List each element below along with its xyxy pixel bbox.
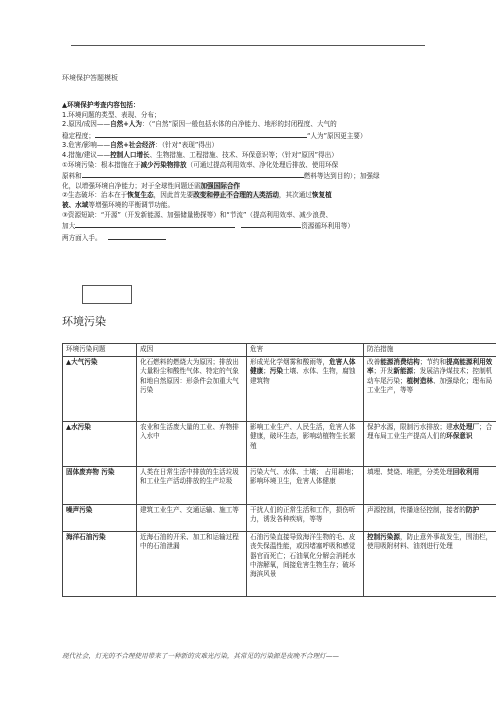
intro-line: 3.危害/影响——自然+社会经济：（针对“表现”得出）: [62, 141, 219, 150]
row-cause: 人类在日常生活中排放的生活垃圾和工业生产活动排放的生产垃圾: [137, 467, 247, 505]
intro-line: 4.措施/建议——控制人口增长、生物措施、工程措施、技术、环保意识等；（针对“原因”得出）: [62, 150, 338, 159]
row-problem: ▲大气污染: [63, 357, 137, 422]
row-harm: 污染大气、水体、土壤； 占用耕地； 影响环境卫生，危害人体健康: [247, 467, 364, 505]
empty-box: [82, 285, 132, 304]
table-row: [63, 532, 496, 597]
row-cause: 建筑工业生产、交通运输、施工等: [137, 505, 247, 532]
row-problem: 海洋石油污染: [63, 532, 137, 597]
intro-line: 被、水域等增强环境的平衡调节功能。: [62, 200, 175, 209]
row-harm: 影响工业生产、人民生活，危害人体健康，破坏生态，影响动植物生长繁殖: [247, 422, 364, 467]
row-measure: 控制污染源，防止意外事故发生，围油栏，使用吸附材料、油剂进行处理: [364, 532, 496, 597]
fill-blank: [108, 232, 166, 240]
row-harm: 形成光化学烟雾和酸雨等，危害人体健康；污染土壤、水体、生物，腐蚀建筑物: [247, 357, 364, 422]
intro-line: ①环境污染：根本措施在于减少污染物排放（可通过提高利用效率、净化处理后排放、使用环保: [62, 160, 339, 169]
section-title: 环境污染: [62, 315, 106, 328]
intro-line: 原料和 燃料等达到目的）；加强绿: [62, 172, 380, 181]
intro-line: 化，以增强环境自净能力；对于全球性问题还需加强国际合作: [62, 181, 241, 190]
pollution-table: [62, 343, 496, 597]
row-cause: 近海石油的开采、加工和运输过程中的石油泄漏: [137, 532, 247, 597]
fill-blank: [82, 170, 304, 178]
row-cause: 农业和生活废大量的工业、弃物排入水中: [137, 422, 247, 467]
intro-block: [62, 101, 434, 243]
row-problem: 固体废弃物 污染: [63, 467, 137, 505]
header-cell: 防治措施: [364, 344, 496, 357]
header-cell: 危害: [247, 344, 364, 357]
intro-line: 加大 资源循环利用等）: [62, 222, 354, 231]
row-measure: 填埋、焚烧、堆肥，分类处理回收利用: [364, 467, 496, 505]
row-measure: 改善能源消费结构；节约和提高能源利用效率；开发新能源；发展洁净煤技术；控制机动车尾污染；植树造林、加强绿化；理布局工业生产，等等: [364, 357, 496, 422]
intro-line: ②生态破坏：治本在于恢复生态，因此首先要改变和停止不合理的人类活动，其次通过恢复植: [62, 191, 332, 200]
header-cell: 环境污染问题: [63, 344, 137, 357]
table-row: [63, 357, 496, 422]
intro-line: 1.环境问题的类型、表现、分布；: [62, 110, 161, 119]
table-row: [63, 505, 496, 532]
intro-heading: ▲环境保护考查内容包括：: [62, 101, 140, 109]
doc-title: 环境保护答题模板: [62, 74, 118, 82]
intro-line: 两方面入手。: [62, 232, 434, 244]
row-problem: 噪声污染: [63, 505, 137, 532]
intro-line: 稳定程度； “人为”原因更主要）: [62, 131, 367, 140]
fill-blank: [75, 220, 235, 228]
fill-blank: [241, 220, 301, 228]
row-measure: 保护水源，限制污水排放；建水处理厂；合理布局工业生产提高人们的环保意识: [364, 422, 496, 467]
table-row: [63, 422, 496, 467]
row-harm: 干扰人们的正常生活和工作，损伤听力，诱发各种疾病，等等: [247, 505, 364, 532]
fill-blank: [95, 130, 307, 138]
row-measure: 声源控制，传播途径控制，接者的防护: [364, 505, 496, 532]
footer-note: 现代社会，灯光的不合理使用带来了一种新的灾难光污染，其常见的污染源是夜晚不合理灯——: [62, 652, 339, 660]
table-row: [63, 467, 496, 505]
intro-line: ③资源短缺：“开源”（开发新能源、加强储量勘探等）和“节流”（提高利用效率、减少浪费、: [62, 210, 333, 219]
top-rule: [71, 45, 425, 46]
header-cell: 成因: [137, 344, 247, 357]
row-harm: 石油污染直接导致海洋生物的毛、皮丧失保温性能，或因堵塞呼吸和感觉器官而死亡；石油氧化分解会消耗水中溶解氧，间接危害生物生存；破坏海滨风景: [247, 532, 364, 597]
row-cause: 化石燃料的燃烧大为原因；排放出大量粉尘和酸性气体、特定的气象和地自然原因：形条件会加重大气污染: [137, 357, 247, 422]
intro-line: 2.原因/成因——自然+人为：（“自然”原因一般包括水体的自净能力、地形的封闭程度、大气的: [62, 120, 337, 129]
row-problem: ▲水污染: [63, 422, 137, 467]
table-header-row: [63, 344, 496, 357]
